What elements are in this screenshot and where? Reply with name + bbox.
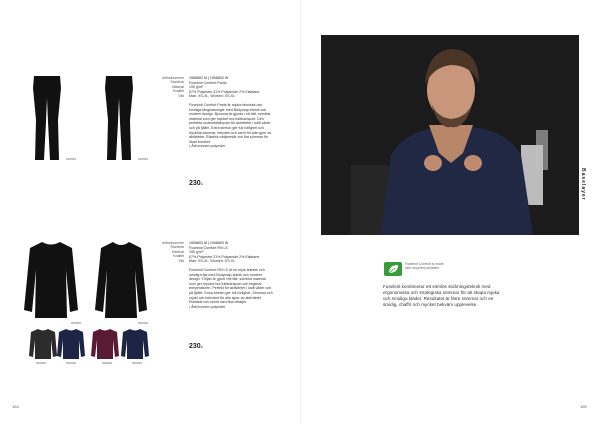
color-variant-grey <box>28 328 58 360</box>
spec-label: Vikt <box>178 93 184 98</box>
photo-illustration <box>321 35 579 235</box>
product-specs <box>189 241 273 309</box>
product-image-top-women <box>92 240 150 320</box>
color-variant-navy <box>56 328 86 360</box>
spec-label: Kvalitet <box>172 254 184 259</box>
product-image-pants-front <box>28 76 66 162</box>
item-number: 999999 <box>138 157 149 161</box>
material: 67% Polyester 31% Polyamide 2% Elastane <box>189 89 260 94</box>
badge-text-line: Fuseknit Comfort is made <box>405 262 444 266</box>
sku: 1906802 M | 1906802 W <box>189 76 229 80</box>
spec-label: Storlekar <box>170 80 184 85</box>
description: Fuseknit Comfort RN LS är en mjuk teknisk och smidig tröja med Bodymap-teknik och modern design. Tröjan är gjord i ett tätt, sömlöst material som ger mycket bra fukttransport och reglerar temperaturen. Perfekt för aktiviteter i kallt väder och på fjället. Extra stretch ger full rörlighet. Sömmar och mjukt och bekvämt för alla typer av aktiviteter. Elastiskt och skönt med fina detaljer. <box>189 267 273 305</box>
product-specs <box>189 76 273 149</box>
material: 67% Polyester 31% Polyamide 2% Elastane <box>189 254 260 259</box>
price-value: 230 <box>189 343 201 350</box>
product-image-top-men <box>22 240 80 320</box>
weight: 195 g/m² <box>189 85 204 90</box>
item-number: 999999 <box>132 361 143 365</box>
spec-label: Material <box>171 249 184 254</box>
page-number-left: 194 <box>12 404 19 409</box>
spec-label: Artikelnummer <box>162 76 184 80</box>
price <box>189 180 203 187</box>
feature-bullet: • Återvunnen polyester <box>189 304 226 309</box>
product-name: Fuseknit Comfort RN LS <box>189 245 228 250</box>
item-number: 999999 <box>102 361 113 365</box>
spec-label: Vikt <box>178 258 184 263</box>
feature-tagline: Fuseknit kombinerar ett sömlös stickningsteknik med ergonomiska och strategiska sömmar för att skapa mjuka och smidiga kläder. Resultatet är färre sömmar och en smidig, chaffri och mycket bekväm upplevelse. <box>383 284 500 307</box>
sizes: Man: XS-XL, Women: XS-XL <box>189 259 236 264</box>
sku: 1906803 M | 1906803 W <box>189 241 229 245</box>
page-number-right: 195 <box>580 404 587 409</box>
badge-text <box>405 262 444 270</box>
page-gutter <box>300 0 301 424</box>
spec-labels <box>150 241 184 263</box>
spec-label: Material <box>171 84 184 89</box>
category-label: Baselayer <box>580 168 586 201</box>
sizes: Man: XS-XL, Women: XS-XL <box>189 94 236 99</box>
leaf-icon <box>384 262 402 276</box>
lifestyle-photo <box>321 35 579 235</box>
spec-label: Storlekar <box>170 245 184 250</box>
item-number: 999999 <box>138 321 149 325</box>
price-value: 230 <box>189 180 201 187</box>
price-suffix: kr <box>200 345 204 349</box>
item-number: 999999 <box>66 157 77 161</box>
price-suffix: kr <box>200 182 204 186</box>
color-variant-burgundy <box>90 328 120 360</box>
recycled-badge <box>384 262 402 276</box>
product-name: Fuseknit Comfort Pants <box>189 80 227 85</box>
description: Fuseknit Comfort Pants är mjuka tekniska och smidiga långkalsonger med Bodymap-teknik och modern design. Byxorna är gjorda i ett tätt, sömlöst material som ger mycket bra fukttransport. Den perfekta underställsbyxan för aktiviteter i kallt väder och på fjället. Extra stretch ger full rörlighet och tryckfria sömmar, bekväm och varm för alla typer av aktiviteter. Elastisk midjeresår och flat sömmar för ökad komfort. <box>189 102 272 144</box>
spec-label: Artikelnummer <box>162 241 184 245</box>
color-variant-navy-women <box>120 328 150 360</box>
weight: 195 g/m² <box>189 250 204 255</box>
spec-label: Kvalitet <box>172 89 184 94</box>
feature-bullet: • Återvunnen polyester <box>189 144 226 149</box>
product-image-pants-back <box>100 76 138 162</box>
badge-text-line: with recycled polyester <box>405 266 440 270</box>
item-number: 999999 <box>66 361 77 365</box>
price <box>189 343 203 350</box>
spec-labels <box>150 76 184 98</box>
item-number: 999999 <box>71 321 82 325</box>
item-number: 999999 <box>36 361 47 365</box>
